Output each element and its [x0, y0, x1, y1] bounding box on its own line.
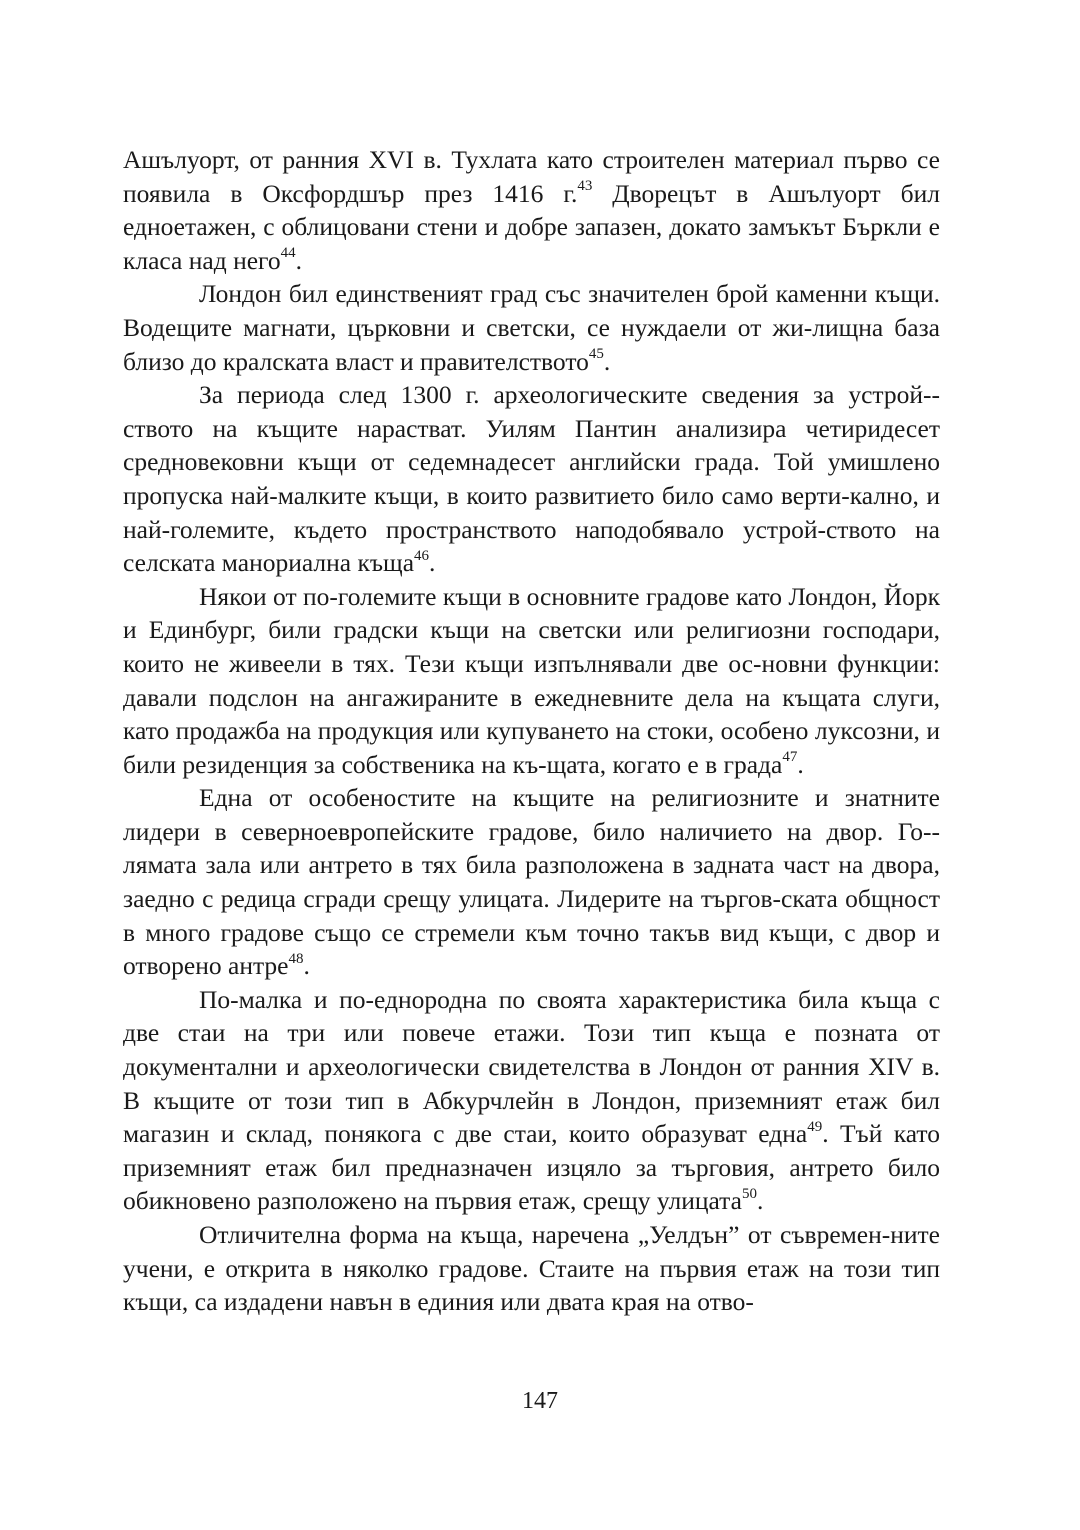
- paragraph-text: За периода след 1300 г. археологическите сведения за устрой-ството на къщите нарастват. Уилям Пантин анализира четиридесет средновековни къщи от седемнадесет английски града. Той умишлено пропуска най-малките къщи, в които развитието било само верти-кално, и най-големите, където пространството наподобявало устрой-ството на селската манориална къща: [123, 380, 940, 578]
- paragraph-text: .: [303, 951, 310, 981]
- paragraph: [123, 378, 940, 580]
- paragraph: [123, 781, 940, 983]
- paragraph-text: .: [603, 346, 611, 376]
- paragraph-text: Лондон бил единственият град със значителен брой каменни къщи. Водещите магнати, църковни и светски, се нуждаели от жи-лищна база близо до кралската власт и правителството: [123, 279, 940, 376]
- footnote-reference: 50: [741, 1185, 757, 1202]
- page-body: [123, 143, 940, 1319]
- footnote-reference: 48: [288, 950, 304, 967]
- paragraph-text: Отличителна форма на къща, наречена „Уелдън” от съвремен-ните учени, е открита в няколко градове. Стаите на първия етаж на този тип къщи, са издадени навън в единия или двата края на отво-: [123, 1220, 940, 1317]
- paragraph: [123, 983, 940, 1218]
- page-number: 147: [522, 1388, 558, 1414]
- paragraph: [123, 580, 940, 782]
- paragraph-text: .: [295, 245, 302, 275]
- paragraph-text: .: [429, 548, 436, 578]
- paragraph-text: Някои от по-големите къщи в основните градове като Лондон, Йорк и Единбург, били градски къщи на светски или религиозни господари, които не живеели в тях. Тези къщи изпълнявали две ос-новни функции: давали подслон на ангажираните в ежедневните дела на къщата слуги, като продажба на продукция или купуването на стоки, особено луксозни, и били резиденция за собственика на къ-щата, когато е в града: [123, 581, 940, 779]
- paragraph: [123, 143, 940, 277]
- paragraph-text: Дворецът в Ашълуорт бил едноетажен, с облицовани стени и добре запазен, докато замъкът Бъркли е класа над него: [123, 178, 941, 275]
- paragraph-text: . Тъй като приземният етаж бил предназначен изцяло за търговия, антрето било обикновено разположено на първия етаж, срещу улицата: [123, 1119, 940, 1216]
- paragraph-text: Една от особеностите на къщите на религиозните и знатните лидери в северноевропейските градове, било наличието на двор. Го-лямата зала или антрето в тях била разположена в задната част на двора, заедно с редица сгради срещу улицата. Лидерите на търгов-ската общност в много градове също се стремели към точно такъв вид къщи, с двор и отворено антре: [123, 783, 940, 981]
- paragraph: [123, 1218, 940, 1319]
- footnote-reference: 45: [588, 346, 604, 363]
- paragraph-text: .: [756, 1186, 764, 1216]
- footnote-reference: 43: [577, 178, 593, 195]
- footnote-reference: 47: [782, 749, 798, 766]
- paragraph-text: .: [797, 749, 804, 779]
- footnote-reference: 46: [414, 547, 430, 564]
- footnote-reference: 44: [280, 245, 296, 262]
- paragraph: [123, 277, 940, 378]
- footnote-reference: 49: [807, 1118, 823, 1135]
- paragraph-text: По-малка и по-еднородна по своята характеристика била къща с две стаи на три или повече етажи. Този тип къща е позната от документални и археологически свидетелства в Лондон от ранния XIV в. В къщите от този тип в Абкурчлейн в Лондон, приземният етаж бил магазин и склад, понякога с две стаи, които образуват една: [123, 984, 940, 1149]
- paragraph-text: Ашълуорт, от ранния XVI в. Тухлата като строителен материал първо се появила в Оксфордшър през 1416 г.: [123, 145, 940, 208]
